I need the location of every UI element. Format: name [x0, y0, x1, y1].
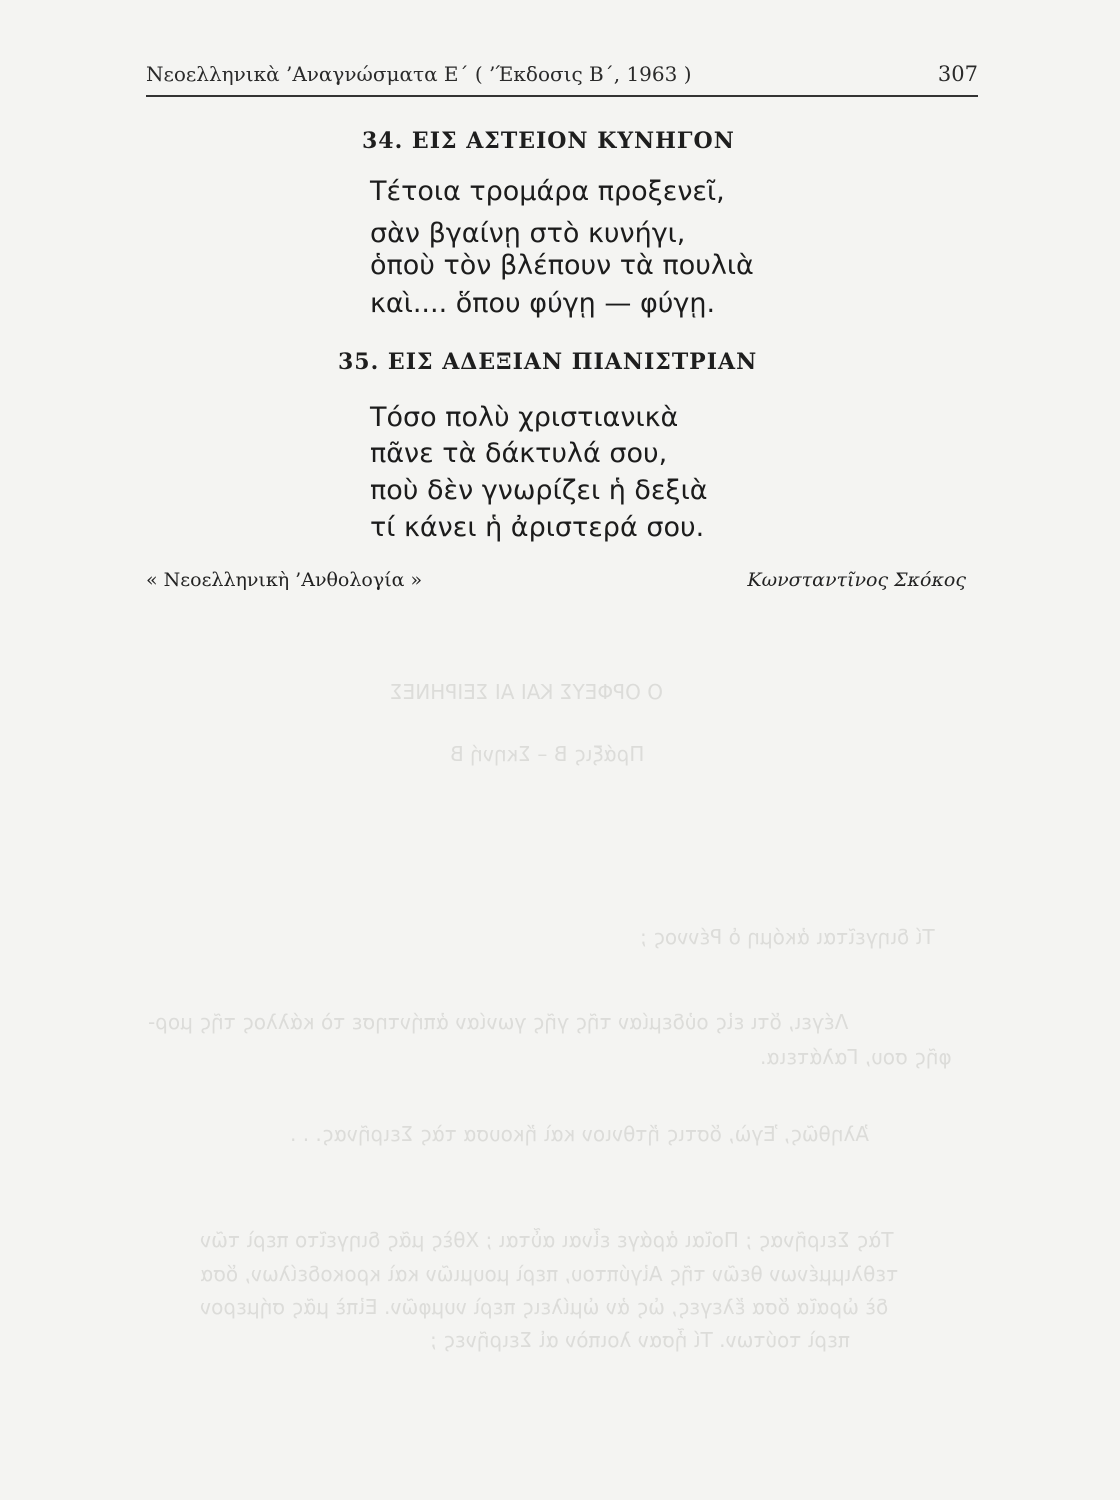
- header-rule: [146, 95, 978, 97]
- bleed-through-line: Ἀληθῶς, Ἐγὼ, ὅστις ἤτθνιον καὶ ἤκουσα τὰς Σειρῆνας. . .: [290, 1122, 869, 1146]
- poem-line: Τόσο πολὺ χριστιανικὰ: [370, 402, 679, 433]
- anthology-source: « Νεοελληνικὴ ’Ανθολογία »: [146, 569, 423, 591]
- poem-title: 34. ΕΙΣ ΑΣΤΕΙΟΝ ΚΥΝΗΓΟΝ: [362, 128, 735, 154]
- bleed-through-line: φῆς σου, Γαλάτεια.: [760, 1045, 952, 1069]
- bleed-through-line: Πράξις Β – Σκηνή Β: [450, 742, 645, 766]
- bleed-through-line: δὲ ὡραῖα ὅσα ἔλεγες, ὡς ἀν ὡμίλεις περὶ νυμφῶν. Εἰπὲ μᾶς σήμερον: [200, 1295, 889, 1319]
- page-number: 307: [937, 62, 978, 86]
- running-header: [146, 62, 978, 92]
- bleed-through-line: περὶ τούτων. Τί ἦσαν λοιπὸν αἱ Σειρῆνες ;: [430, 1328, 850, 1352]
- poem-line: Τέτοια τρομάρα προξενεῖ,: [370, 176, 725, 207]
- poem-line: ποὺ δὲν γνωρίζει ἡ δεξιὰ: [370, 475, 708, 506]
- poem-line: καὶ.... ὅπου φύγῃ — φύγῃ.: [370, 288, 716, 319]
- author-name: Κωνσταντῖνος Σκόκος: [747, 569, 966, 591]
- poem-line: πᾶνε τὰ δάκτυλά σου,: [370, 438, 668, 469]
- poem-line: ὁποὺ τὸν βλέπουν τὰ πουλιὰ: [370, 250, 754, 281]
- bleed-through-line: Τί διηγεῖται ἀκόμη ὁ Ρέννος ;: [640, 925, 935, 949]
- poem-line: σὰν βγαίνῃ στὸ κυνήγι,: [370, 218, 686, 249]
- poem-title: 35. ΕΙΣ ΑΔΕΞΙΑΝ ΠΙΑΝΙΣΤΡΙΑΝ: [338, 349, 758, 375]
- bleed-through-line: Τὰς Σειρῆνας ; Ποῖαι ἀράγε εἶναι αὗται ; Χθὲς μᾶς διηγεῖτο περὶ τῶν: [200, 1228, 894, 1252]
- bleed-through-line: τεθλιμμένων θεῶν τῆς Αἰγύπτου, περὶ μουμιῶν καὶ κροκοδείλων, ὅσα: [200, 1262, 899, 1286]
- bleed-through-line: Λέγει, ὅτι εἰς οὐδεμίαν τῆς γῆς γωνίαν ἀπήντησε τὸ κάλλος τῆς μορ-: [148, 1010, 849, 1034]
- poem-line: τί κάνει ἡ ἀριστερά σου.: [370, 512, 705, 543]
- bleed-through-line: Ο ΟΡΦΕΥΣ ΚΑΙ ΑΙ ΣΕΙΡΗΝΕΣ: [390, 680, 663, 704]
- running-title: Νεοελληνικὰ ’Αναγνώσματα Ε΄ ( ’Έκδοσις Β΄, 1963 ): [146, 62, 692, 86]
